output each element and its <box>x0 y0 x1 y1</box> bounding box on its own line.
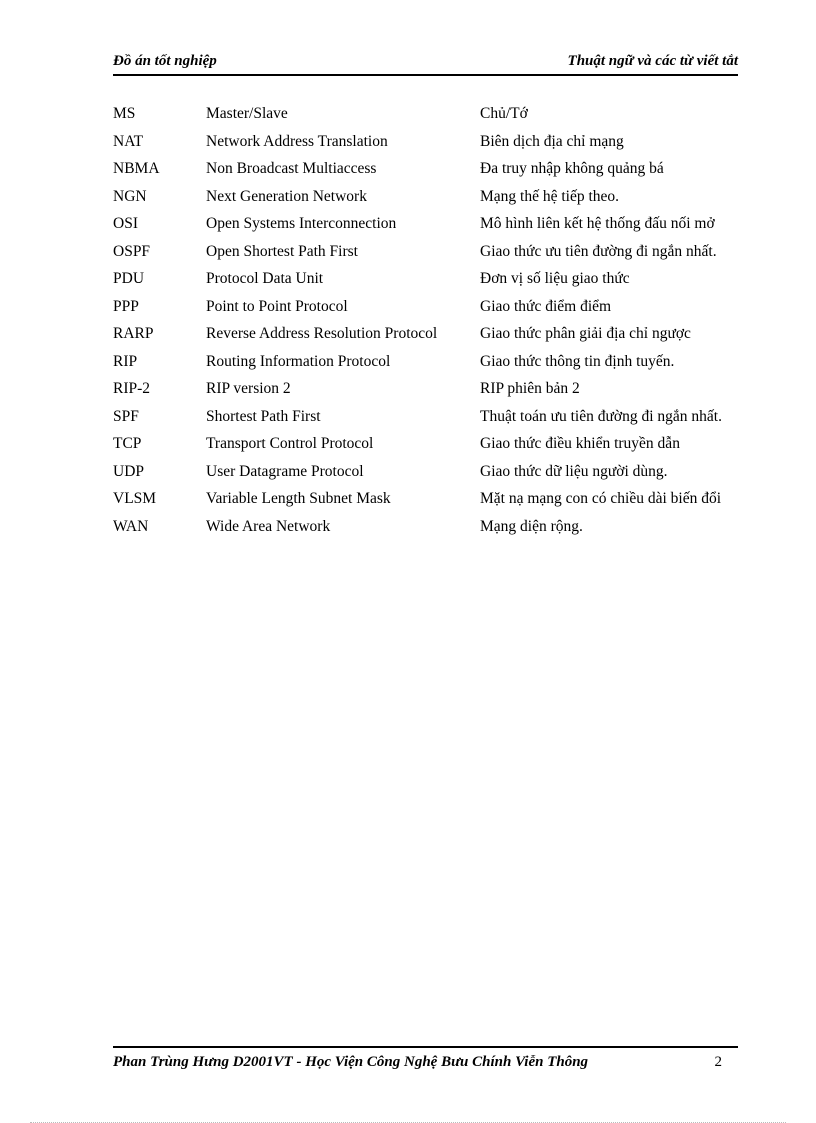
vietnamese-term: Mạng thế hệ tiếp theo. <box>480 187 620 205</box>
abbreviation: PDU <box>113 270 145 287</box>
abbreviation: OSI <box>113 215 138 232</box>
abbreviation: PPP <box>113 297 139 315</box>
abbreviation-row <box>113 375 738 403</box>
abbreviation: RIP <box>113 352 138 370</box>
abbreviation-row <box>113 265 738 293</box>
abbreviation: SPF <box>113 407 139 425</box>
vietnamese-term: Mạng diện rộng. <box>480 517 583 535</box>
abbreviation-row <box>113 430 738 458</box>
english-term: Non Broadcast Multiaccess <box>206 160 377 177</box>
vietnamese-term: Giao thức điểm điểm <box>480 297 612 315</box>
abbreviation: NGN <box>113 187 147 205</box>
abbreviation-row <box>113 403 738 431</box>
abbreviation-row <box>113 155 738 183</box>
footer-rule <box>113 1046 738 1048</box>
abbreviation-row <box>113 183 738 211</box>
page-footer <box>113 1054 738 1074</box>
english-term: RIP version 2 <box>206 380 291 397</box>
english-term: Reverse Address Resolution Protocol <box>206 325 438 342</box>
abbreviation-table <box>113 100 738 540</box>
english-term: Shortest Path First <box>206 407 321 425</box>
english-term: Wide Area Network <box>206 517 331 535</box>
abbreviation-row <box>113 320 738 348</box>
vietnamese-term: Giao thức ưu tiên đường đi ngắn nhất. <box>480 242 717 260</box>
footer-author-institution: Phan Trùng Hưng D2001VT - Học Viện Công Nghệ Bưu Chính Viễn Thông <box>113 1054 589 1070</box>
vietnamese-term: Đơn vị số liệu giao thức <box>480 270 630 287</box>
abbreviation-row <box>113 485 738 513</box>
abbreviation: MS <box>113 105 136 122</box>
english-term: Network Address Translation <box>206 132 388 150</box>
english-term: Protocol Data Unit <box>206 270 324 287</box>
abbreviation: VLSM <box>113 490 157 507</box>
vietnamese-term: Thuật toán ưu tiên đường đi ngắn nhất. <box>480 407 722 425</box>
header-document-type: Đồ án tốt nghiệp <box>113 53 217 69</box>
abbreviation-row <box>113 458 738 486</box>
vietnamese-term: Giao thức thông tin định tuyến. <box>480 352 675 370</box>
abbreviation-row <box>113 128 738 156</box>
page-number: 2 <box>714 1054 722 1070</box>
abbreviation-row <box>113 513 738 541</box>
vietnamese-term: Chủ/Tớ <box>480 105 528 122</box>
abbreviation: RIP-2 <box>113 380 151 397</box>
english-term: Routing Information Protocol <box>206 352 391 370</box>
abbreviation: RARP <box>113 325 154 342</box>
abbreviation-row <box>113 100 738 128</box>
english-term: Transport Control Protocol <box>206 435 374 452</box>
abbreviation-row <box>113 348 738 376</box>
abbreviation: NBMA <box>113 160 160 177</box>
vietnamese-term: Giao thức dữ liệu người dùng. <box>480 462 668 480</box>
vietnamese-term: RIP phiên bản 2 <box>480 380 580 397</box>
abbreviation-row <box>113 210 738 238</box>
english-term: Variable Length Subnet Mask <box>206 490 391 507</box>
vietnamese-term: Giao thức điều khiển truyền dẫn <box>480 435 680 452</box>
vietnamese-term: Mô hình liên kết hệ thống đấu nối mở <box>480 215 715 232</box>
header-rule <box>113 74 738 76</box>
page-header <box>113 53 738 73</box>
abbreviation: WAN <box>113 517 149 535</box>
vietnamese-term: Biên dịch địa chỉ mạng <box>480 132 624 150</box>
abbreviation: TCP <box>113 435 142 452</box>
english-term: User Datagrame Protocol <box>206 462 364 480</box>
english-term: Open Systems Interconnection <box>206 215 397 232</box>
vietnamese-term: Đa truy nhập không quảng bá <box>480 160 664 177</box>
english-term: Open Shortest Path First <box>206 242 358 260</box>
vietnamese-term: Giao thức phân giải địa chỉ ngược <box>480 325 691 342</box>
vietnamese-term: Mặt nạ mạng con có chiều dài biến đổi <box>480 490 722 507</box>
abbreviation: NAT <box>113 132 144 150</box>
abbreviation-row <box>113 293 738 321</box>
abbreviation: OSPF <box>113 242 151 260</box>
english-term: Master/Slave <box>206 105 288 122</box>
abbreviation-row <box>113 238 738 266</box>
english-term: Point to Point Protocol <box>206 297 348 315</box>
abbreviation: UDP <box>113 462 145 480</box>
header-section-title: Thuật ngữ và các từ viết tắt <box>567 53 738 69</box>
english-term: Next Generation Network <box>206 187 367 205</box>
